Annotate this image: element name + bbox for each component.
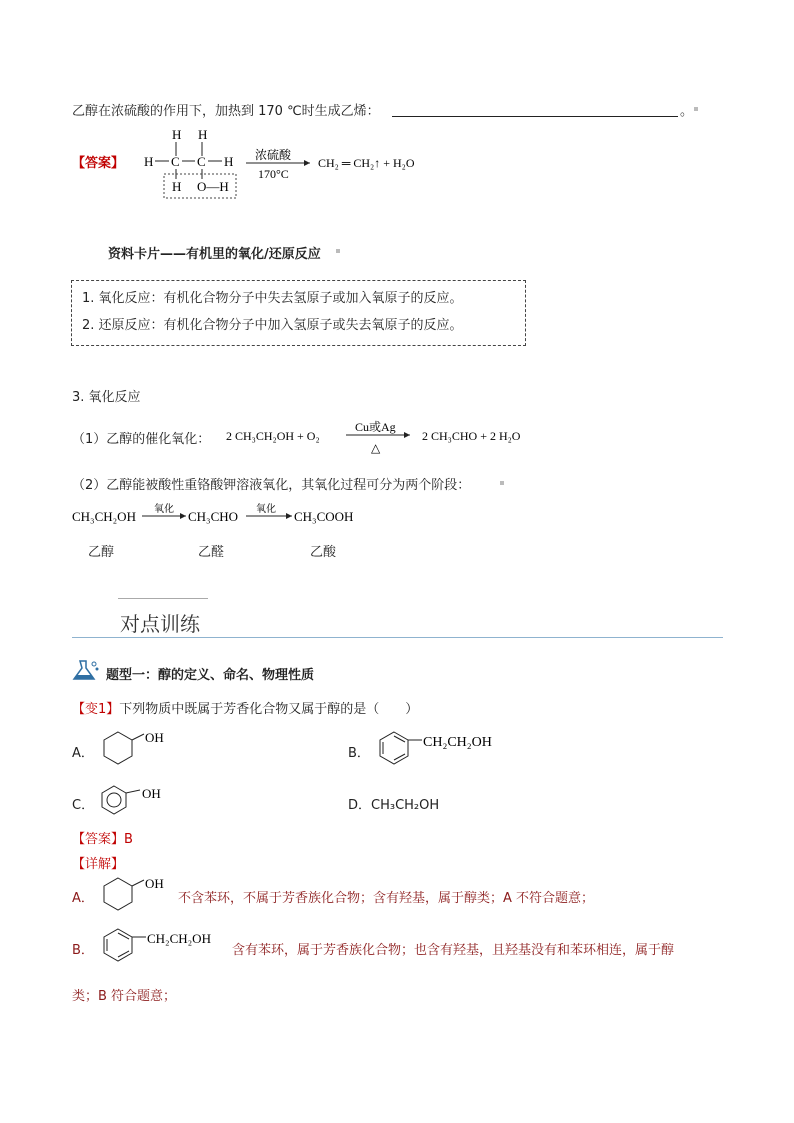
chain-ethanol: CH₃CH₂OH	[72, 509, 136, 524]
chain-arrow-label-1: 氧化	[154, 504, 174, 515]
reactants: 2 CH₃CH₂OH + O₂	[226, 429, 320, 443]
chain-acetic-acid: CH₃COOH	[294, 509, 354, 524]
card-box	[71, 280, 526, 346]
ethylene-question-end: 。	[680, 104, 694, 119]
option-c-structure	[96, 780, 176, 824]
ethylene-question-text: 乙醇在浓硫酸的作用下，加热到 170 ℃时生成乙烯：	[72, 104, 380, 119]
benzene-ring	[102, 786, 126, 814]
name-acetaldehyde: 乙醛	[198, 545, 225, 560]
catalytic-oxidation-label: （1）乙醇的催化氧化：	[72, 432, 211, 447]
card-item-reduction: 2. 还原反应：有机化合物分子中加入氢原子或失去氧原子的反应。	[82, 318, 463, 333]
h-left: H	[144, 154, 154, 169]
question-type-title: 题型一：醇的定义、命名、物理性质	[106, 668, 315, 683]
cyclohexane-ring	[104, 878, 132, 910]
hydroxyl-group: OH	[145, 730, 164, 745]
section-title: 对点训练	[120, 612, 200, 636]
h-bottom: H	[172, 179, 182, 194]
name-acetic-acid: 乙酸	[310, 545, 337, 560]
section-divider	[72, 637, 723, 638]
detail-b-text: 含有苯环，属于芳香族化合物；也含有羟基，且羟基没有和苯环相连，属于醇	[232, 943, 675, 958]
anchor-mark-oxidation	[500, 481, 504, 485]
answer-blank[interactable]	[392, 116, 678, 117]
product: CH₂ ═ CH₂↑ + H₂O	[318, 156, 415, 170]
reaction-arrow-head	[304, 160, 310, 166]
detail-a-text: 不含苯环，不属于芳香族化合物；含有羟基，属于醇类；A 不符合题意；	[178, 891, 595, 906]
card-title: 资料卡片——有机里的氧化/还原反应	[108, 247, 321, 262]
heat-symbol: △	[371, 441, 381, 455]
condition-top: 浓硫酸	[255, 148, 292, 162]
bond-ring-oh	[132, 734, 144, 740]
ethylene-question	[72, 100, 380, 119]
question-text: 下列物质中既属于芳香化合物又属于醇的是（ ）	[119, 702, 419, 717]
chain-arrow-label-2: 氧化	[256, 504, 276, 515]
catalytic-arrow-head	[404, 432, 410, 438]
cyclohexane-ring	[104, 732, 132, 764]
detail-b-prefix: B．	[72, 943, 94, 958]
answer-label: 【答案】	[72, 156, 125, 171]
section-title-overline	[118, 598, 208, 599]
benzene-ring	[380, 732, 408, 764]
carbon-2: C	[197, 154, 206, 169]
option-d[interactable]: D．CH₃CH₂OH	[348, 798, 440, 813]
h-top-1: H	[172, 127, 182, 142]
h-top-2: H	[198, 127, 208, 142]
carbon-1: C	[171, 154, 180, 169]
hydroxyl-group: OH	[145, 876, 164, 891]
detail-label: 【详解】	[72, 857, 125, 872]
chain-arrow-head-1	[180, 513, 186, 519]
anchor-mark-card	[336, 249, 340, 253]
oxidation-chain	[70, 500, 370, 530]
catalytic-oxidation-equation	[222, 418, 542, 458]
question-label: 【变1】	[72, 702, 120, 717]
answer-b-label: 【答案】B	[72, 832, 133, 847]
option-b-structure	[372, 728, 522, 772]
condition-bottom: 170°C	[258, 167, 289, 181]
products: 2 CH₃CHO + 2 H₂O	[422, 429, 521, 443]
bond-ring-oh	[132, 880, 144, 886]
benzene-ring	[104, 929, 132, 961]
detail-a-prefix: A．	[72, 891, 94, 906]
name-ethanol: 乙醇	[88, 545, 115, 560]
question	[72, 698, 418, 717]
aromatic-circle	[107, 793, 121, 807]
option-a-structure	[96, 728, 176, 772]
detail-b-text-cont: 类；B 符合题意；	[72, 989, 177, 1004]
detail-b-structure	[96, 925, 236, 969]
chain-arrow-head-2	[286, 513, 292, 519]
dichromate-oxidation-text: （2）乙醇能被酸性重铬酸钾溶液氧化，其氧化过程可分为两个阶段：	[72, 478, 471, 493]
flask-icon	[70, 658, 102, 684]
detail-a-structure	[96, 874, 176, 918]
dehydration-equation	[138, 124, 448, 204]
option-b-label[interactable]: B．	[348, 746, 370, 761]
bond-ring-oh	[126, 790, 140, 793]
anchor-mark	[694, 107, 698, 111]
option-a-label[interactable]: A．	[72, 746, 94, 761]
oxidation-heading: 3. 氧化反应	[72, 390, 141, 405]
chain-acetaldehyde: CH₃CHO	[188, 509, 239, 524]
hydroxyl-group: OH	[142, 786, 161, 801]
catalyst: Cu或Ag	[355, 420, 396, 434]
card-item-oxidation: 1. 氧化反应：有机化合物分子中失去氢原子或加入氧原子的反应。	[82, 291, 463, 306]
option-c-label[interactable]: C．	[72, 798, 95, 813]
hydroxyl: O—H	[197, 179, 229, 194]
ethanol-chain: CH₂CH₂OH	[147, 931, 211, 946]
h-right: H	[224, 154, 234, 169]
ethanol-chain: CH₂CH₂OH	[423, 735, 492, 750]
